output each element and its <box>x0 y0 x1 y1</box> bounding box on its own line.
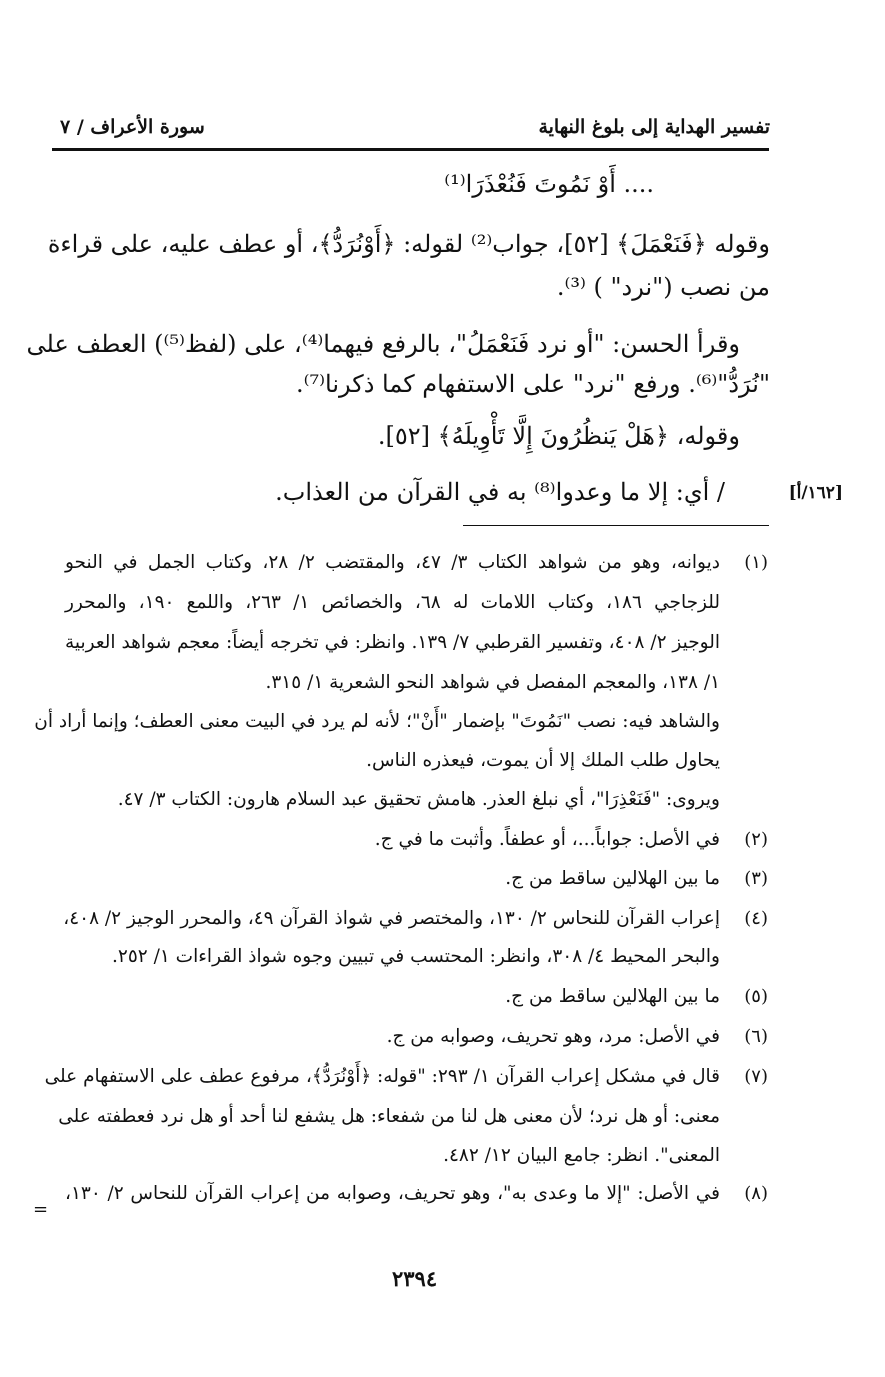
footnote-line: يحاول طلب الملك إلا أن يموت، فيعذره الناس. <box>366 750 720 771</box>
footnote-number: (١) <box>744 552 768 573</box>
footnote-line: ما بين الهلالين ساقط من ج. <box>505 868 720 889</box>
footnote-line: الوجيز ٢/ ٤٠٨، وتفسير القرطبي ٧/ ١٣٩. وانظر: في تخرجه أيضاً: معجم شواهد العربية <box>65 632 720 653</box>
main-text-line: وقرأ الحسن: "أو نرد فَنَعْمَلُ"، بالرفع فيهما⁽⁴⁾، على (لفظ⁽⁵⁾) العطف على <box>26 330 740 358</box>
footnote-rule <box>463 525 769 526</box>
verse-line: .... أَوْ نَمُوتَ فَنُعْذَرَا⁽¹⁾ <box>444 170 654 198</box>
footnote-line: ديوانه، وهو من شواهد الكتاب ٣/ ٤٧، والمقتضب ٢/ ٢٨، وكتاب الجمل في النحو <box>65 552 720 573</box>
footnote-line: والشاهد فيه: نصب "نَمُوتَ" بإضمار "أَنْ"؛ لأنه لم يرد في البيت معنى العطف؛ وإنما أراد أن <box>34 711 720 732</box>
running-surah: سورة الأعراف / ٧ <box>60 116 205 138</box>
footnote-line: المعنى". انظر: جامع البيان ١٢/ ٤٨٢. <box>443 1145 720 1166</box>
footnote-number: (٣) <box>744 868 768 889</box>
main-text-line: / أي: إلا ما وعدوا⁽⁸⁾ به في القرآن من العذاب. <box>275 478 725 506</box>
footnote-number: (٧) <box>744 1066 768 1087</box>
footnote-line: في الأصل: مرد، وهو تحريف، وصوابه من ج. <box>386 1026 720 1047</box>
main-text-line: من نصب ("نرد" ) ⁽³⁾. <box>556 273 770 301</box>
footnote-line: ١/ ١٣٨، والمعجم المفصل في شواهد النحو الشعرية ١/ ٣١٥. <box>265 672 720 693</box>
continuation-mark: = <box>33 1199 49 1220</box>
footnote-line: ويروى: "فَنَعْذِرَا"، أي نبلغ العذر. هامش تحقيق عبد السلام هارون: الكتاب ٣/ ٤٧. <box>117 789 720 810</box>
footnote-line: والبحر المحيط ٤/ ٣٠٨، وانظر: المحتسب في تبيين وجوه شواذ القراءات ١/ ٢٥٢. <box>112 946 720 967</box>
running-title: تفسير الهداية إلى بلوغ النهاية <box>538 116 770 138</box>
footnote-number: (٥) <box>744 986 768 1007</box>
footnote-line: معنى: أو هل نرد؛ لأن معنى هل لنا من شفعاء: هل يشفع لنا أحد أو هل نرد فعطفته على <box>58 1106 720 1127</box>
footnote-line: في الأصل: جواباً...، أو عطفاً. وأثبت ما في ج. <box>374 829 720 850</box>
manuscript-folio-ref: [١٦٢/أ] <box>788 483 843 503</box>
footnote-line: ما بين الهلالين ساقط من ج. <box>505 986 720 1007</box>
main-text-line: "نُرَدُّ"⁽⁶⁾. ورفع "نرد" على الاستفهام كما ذكرنا⁽⁷⁾. <box>296 370 770 398</box>
footnote-line: للزجاجي ١٨٦، وكتاب اللامات له ٦٨، والخصائص ١/ ٢٦٣، واللمع ١٩٠، والمحرر <box>65 592 720 613</box>
footnote-line: قال في مشكل إعراب القرآن ١/ ٢٩٣: "قوله: ﴿أَوْنُرَدُّ﴾، مرفوع عطف على الاستفهام على <box>44 1066 720 1087</box>
footnote-number: (٢) <box>744 829 768 850</box>
page-number: ٢٣٩٤ <box>392 1266 438 1291</box>
footnote-number: (٤) <box>744 908 768 929</box>
main-text-line: وقوله ﴿فَنَعْمَلَ﴾ [٥٢]، جواب⁽²⁾ لقوله: ﴿أَوْنُرَدُّ﴾، أو عطف عليه، على قراءة <box>47 230 770 258</box>
footnote-line: إعراب القرآن للنحاس ٢/ ١٣٠، والمختصر في شواذ القرآن ٤٩، والمحرر الوجيز ٢/ ٤٠٨، <box>63 908 720 929</box>
footnote-line: في الأصل: "إلا ما وعدى به"، وهو تحريف، وصوابه من إعراب القرآن للنحاس ٢/ ١٣٠، <box>65 1183 720 1204</box>
header-rule <box>52 148 769 151</box>
footnote-number: (٨) <box>744 1183 768 1204</box>
main-text-line: وقوله، ﴿هَلْ يَنظُرُونَ إِلَّا تَأْوِيلَهُ﴾ [٥٢]. <box>377 422 740 450</box>
footnote-number: (٦) <box>744 1026 768 1047</box>
